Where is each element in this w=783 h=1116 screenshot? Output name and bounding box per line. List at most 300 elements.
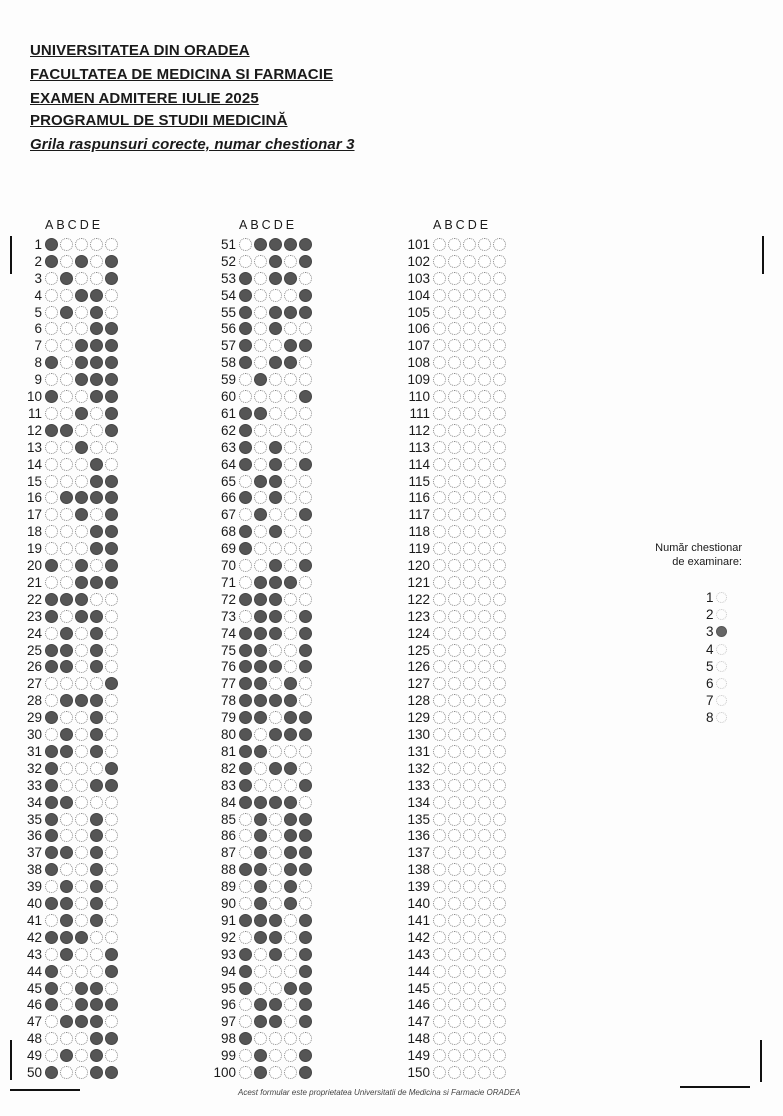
answer-bubble-e[interactable] [105, 508, 118, 521]
answer-bubble-a[interactable] [239, 306, 252, 319]
answer-bubble-b[interactable] [448, 796, 461, 809]
answer-bubble-b[interactable] [60, 238, 73, 251]
answer-bubble-d[interactable] [478, 627, 491, 640]
answer-bubble-b[interactable] [60, 491, 73, 504]
answer-bubble-d[interactable] [478, 407, 491, 420]
answer-bubble-e[interactable] [493, 593, 506, 606]
answer-bubble-c[interactable] [75, 356, 88, 369]
answer-bubble-e[interactable] [299, 813, 312, 826]
answer-bubble-d[interactable] [90, 982, 103, 995]
answer-bubble-c[interactable] [463, 272, 476, 285]
answer-bubble-c[interactable] [269, 998, 282, 1011]
answer-bubble-d[interactable] [478, 424, 491, 437]
answer-bubble-e[interactable] [493, 762, 506, 775]
answer-bubble-a[interactable] [45, 390, 58, 403]
answer-bubble-c[interactable] [75, 390, 88, 403]
answer-bubble-b[interactable] [60, 339, 73, 352]
answer-bubble-c[interactable] [75, 576, 88, 589]
answer-bubble-e[interactable] [105, 306, 118, 319]
answer-bubble-e[interactable] [493, 559, 506, 572]
answer-bubble-b[interactable] [254, 407, 267, 420]
answer-bubble-c[interactable] [269, 982, 282, 995]
answer-bubble-c[interactable] [463, 289, 476, 302]
answer-bubble-a[interactable] [433, 576, 446, 589]
answer-bubble-d[interactable] [478, 475, 491, 488]
answer-bubble-d[interactable] [478, 491, 491, 504]
answer-bubble-d[interactable] [478, 593, 491, 606]
answer-bubble-e[interactable] [493, 475, 506, 488]
answer-bubble-c[interactable] [463, 238, 476, 251]
answer-bubble-b[interactable] [60, 458, 73, 471]
answer-bubble-c[interactable] [75, 525, 88, 538]
answer-bubble-c[interactable] [75, 897, 88, 910]
answer-bubble-d[interactable] [284, 897, 297, 910]
answer-bubble-a[interactable] [433, 694, 446, 707]
answer-bubble-b[interactable] [60, 745, 73, 758]
answer-bubble-d[interactable] [284, 373, 297, 386]
answer-bubble-e[interactable] [299, 238, 312, 251]
answer-bubble-a[interactable] [433, 441, 446, 454]
answer-bubble-e[interactable] [299, 627, 312, 640]
answer-bubble-b[interactable] [448, 272, 461, 285]
answer-bubble-c[interactable] [269, 289, 282, 302]
answer-bubble-a[interactable] [45, 1066, 58, 1079]
answer-bubble-b[interactable] [448, 542, 461, 555]
answer-bubble-a[interactable] [45, 982, 58, 995]
answer-bubble-a[interactable] [433, 1032, 446, 1045]
answer-bubble-e[interactable] [493, 677, 506, 690]
answer-bubble-d[interactable] [478, 813, 491, 826]
answer-bubble-e[interactable] [493, 846, 506, 859]
answer-bubble-e[interactable] [299, 407, 312, 420]
answer-bubble-a[interactable] [433, 1049, 446, 1062]
answer-bubble-b[interactable] [448, 407, 461, 420]
answer-bubble-d[interactable] [90, 897, 103, 910]
answer-bubble-e[interactable] [493, 813, 506, 826]
answer-bubble-c[interactable] [463, 576, 476, 589]
answer-bubble-a[interactable] [45, 610, 58, 623]
answer-bubble-d[interactable] [478, 965, 491, 978]
answer-bubble-a[interactable] [239, 289, 252, 302]
answer-bubble-e[interactable] [299, 475, 312, 488]
answer-bubble-d[interactable] [478, 711, 491, 724]
answer-bubble-b[interactable] [254, 542, 267, 555]
answer-bubble-a[interactable] [433, 373, 446, 386]
answer-bubble-a[interactable] [239, 441, 252, 454]
answer-bubble-e[interactable] [105, 762, 118, 775]
answer-bubble-a[interactable] [433, 846, 446, 859]
answer-bubble-a[interactable] [45, 660, 58, 673]
answer-bubble-e[interactable] [493, 491, 506, 504]
answer-bubble-d[interactable] [478, 458, 491, 471]
answer-bubble-c[interactable] [269, 356, 282, 369]
answer-bubble-d[interactable] [90, 559, 103, 572]
answer-bubble-b[interactable] [60, 508, 73, 521]
answer-bubble-d[interactable] [90, 829, 103, 842]
answer-bubble-e[interactable] [493, 508, 506, 521]
answer-bubble-e[interactable] [299, 491, 312, 504]
questionnaire-bubble[interactable] [716, 695, 727, 706]
answer-bubble-b[interactable] [448, 1032, 461, 1045]
answer-bubble-b[interactable] [254, 373, 267, 386]
answer-bubble-b[interactable] [448, 998, 461, 1011]
answer-bubble-b[interactable] [254, 525, 267, 538]
answer-bubble-c[interactable] [75, 1049, 88, 1062]
answer-bubble-e[interactable] [493, 306, 506, 319]
answer-bubble-c[interactable] [463, 931, 476, 944]
answer-bubble-d[interactable] [478, 779, 491, 792]
answer-bubble-c[interactable] [269, 576, 282, 589]
answer-bubble-e[interactable] [105, 728, 118, 741]
answer-bubble-b[interactable] [60, 998, 73, 1011]
answer-bubble-b[interactable] [448, 238, 461, 251]
answer-bubble-e[interactable] [105, 745, 118, 758]
answer-bubble-a[interactable] [239, 796, 252, 809]
answer-bubble-a[interactable] [239, 846, 252, 859]
answer-bubble-e[interactable] [105, 272, 118, 285]
answer-bubble-e[interactable] [493, 880, 506, 893]
answer-bubble-d[interactable] [478, 880, 491, 893]
answer-bubble-a[interactable] [45, 745, 58, 758]
answer-bubble-e[interactable] [299, 982, 312, 995]
answer-bubble-d[interactable] [90, 914, 103, 927]
answer-bubble-c[interactable] [75, 1015, 88, 1028]
answer-bubble-e[interactable] [299, 931, 312, 944]
answer-bubble-c[interactable] [269, 407, 282, 420]
answer-bubble-c[interactable] [75, 322, 88, 335]
answer-bubble-a[interactable] [239, 424, 252, 437]
answer-bubble-e[interactable] [493, 914, 506, 927]
answer-bubble-d[interactable] [478, 897, 491, 910]
answer-bubble-d[interactable] [90, 677, 103, 690]
answer-bubble-b[interactable] [448, 948, 461, 961]
answer-bubble-e[interactable] [299, 289, 312, 302]
answer-bubble-c[interactable] [269, 728, 282, 741]
answer-bubble-b[interactable] [254, 441, 267, 454]
answer-bubble-a[interactable] [433, 289, 446, 302]
answer-bubble-a[interactable] [433, 779, 446, 792]
answer-bubble-d[interactable] [284, 610, 297, 623]
answer-bubble-a[interactable] [45, 948, 58, 961]
answer-bubble-e[interactable] [105, 813, 118, 826]
answer-bubble-a[interactable] [239, 779, 252, 792]
answer-bubble-d[interactable] [478, 525, 491, 538]
answer-bubble-c[interactable] [75, 407, 88, 420]
answer-bubble-a[interactable] [433, 458, 446, 471]
answer-bubble-b[interactable] [254, 711, 267, 724]
answer-bubble-d[interactable] [90, 1015, 103, 1028]
answer-bubble-c[interactable] [75, 796, 88, 809]
answer-bubble-a[interactable] [433, 762, 446, 775]
answer-bubble-a[interactable] [433, 829, 446, 842]
answer-bubble-d[interactable] [478, 863, 491, 876]
answer-bubble-d[interactable] [90, 813, 103, 826]
answer-bubble-a[interactable] [239, 373, 252, 386]
answer-bubble-d[interactable] [284, 813, 297, 826]
answer-bubble-c[interactable] [463, 982, 476, 995]
answer-bubble-d[interactable] [90, 322, 103, 335]
answer-bubble-d[interactable] [284, 982, 297, 995]
answer-bubble-d[interactable] [90, 1066, 103, 1079]
answer-bubble-c[interactable] [463, 491, 476, 504]
answer-bubble-b[interactable] [60, 677, 73, 690]
answer-bubble-e[interactable] [105, 255, 118, 268]
answer-bubble-d[interactable] [478, 289, 491, 302]
answer-bubble-a[interactable] [239, 272, 252, 285]
answer-bubble-d[interactable] [478, 931, 491, 944]
answer-bubble-d[interactable] [284, 1032, 297, 1045]
answer-bubble-b[interactable] [254, 914, 267, 927]
answer-bubble-b[interactable] [60, 880, 73, 893]
answer-bubble-a[interactable] [433, 610, 446, 623]
answer-bubble-c[interactable] [75, 289, 88, 302]
answer-bubble-c[interactable] [75, 491, 88, 504]
answer-bubble-a[interactable] [45, 779, 58, 792]
answer-bubble-a[interactable] [45, 965, 58, 978]
answer-bubble-b[interactable] [448, 728, 461, 741]
answer-bubble-d[interactable] [478, 796, 491, 809]
answer-bubble-a[interactable] [239, 897, 252, 910]
answer-bubble-a[interactable] [433, 1015, 446, 1028]
answer-bubble-a[interactable] [45, 728, 58, 741]
answer-bubble-d[interactable] [478, 306, 491, 319]
answer-bubble-d[interactable] [90, 610, 103, 623]
answer-bubble-c[interactable] [463, 998, 476, 1011]
answer-bubble-d[interactable] [478, 255, 491, 268]
answer-bubble-b[interactable] [254, 846, 267, 859]
answer-bubble-c[interactable] [269, 627, 282, 640]
answer-bubble-d[interactable] [90, 1049, 103, 1062]
answer-bubble-a[interactable] [433, 1066, 446, 1079]
answer-bubble-e[interactable] [105, 948, 118, 961]
questionnaire-bubble[interactable] [716, 592, 727, 603]
answer-bubble-c[interactable] [463, 762, 476, 775]
answer-bubble-b[interactable] [254, 677, 267, 690]
answer-bubble-e[interactable] [299, 525, 312, 538]
answer-bubble-d[interactable] [478, 610, 491, 623]
answer-bubble-b[interactable] [254, 982, 267, 995]
answer-bubble-e[interactable] [105, 1049, 118, 1062]
answer-bubble-d[interactable] [284, 390, 297, 403]
answer-bubble-a[interactable] [433, 356, 446, 369]
answer-bubble-c[interactable] [269, 610, 282, 623]
answer-bubble-a[interactable] [239, 238, 252, 251]
answer-bubble-d[interactable] [284, 931, 297, 944]
answer-bubble-d[interactable] [90, 289, 103, 302]
answer-bubble-c[interactable] [269, 255, 282, 268]
answer-bubble-b[interactable] [60, 306, 73, 319]
answer-bubble-a[interactable] [433, 542, 446, 555]
answer-bubble-c[interactable] [269, 745, 282, 758]
answer-bubble-b[interactable] [254, 593, 267, 606]
answer-bubble-c[interactable] [463, 694, 476, 707]
answer-bubble-e[interactable] [105, 1015, 118, 1028]
answer-bubble-a[interactable] [239, 542, 252, 555]
answer-bubble-b[interactable] [448, 289, 461, 302]
answer-bubble-b[interactable] [60, 407, 73, 420]
answer-bubble-e[interactable] [105, 289, 118, 302]
answer-bubble-e[interactable] [105, 576, 118, 589]
answer-bubble-b[interactable] [448, 306, 461, 319]
answer-bubble-d[interactable] [90, 542, 103, 555]
answer-bubble-a[interactable] [433, 390, 446, 403]
answer-bubble-d[interactable] [478, 677, 491, 690]
answer-bubble-c[interactable] [269, 1015, 282, 1028]
answer-bubble-c[interactable] [463, 829, 476, 842]
answer-bubble-d[interactable] [478, 728, 491, 741]
answer-bubble-a[interactable] [239, 813, 252, 826]
answer-bubble-a[interactable] [433, 914, 446, 927]
answer-bubble-e[interactable] [493, 289, 506, 302]
answer-bubble-a[interactable] [45, 880, 58, 893]
answer-bubble-c[interactable] [269, 373, 282, 386]
answer-bubble-d[interactable] [284, 1015, 297, 1028]
answer-bubble-b[interactable] [254, 306, 267, 319]
answer-bubble-b[interactable] [448, 525, 461, 538]
answer-bubble-e[interactable] [299, 863, 312, 876]
answer-bubble-a[interactable] [433, 272, 446, 285]
answer-bubble-c[interactable] [463, 458, 476, 471]
answer-bubble-c[interactable] [75, 424, 88, 437]
answer-bubble-b[interactable] [60, 694, 73, 707]
answer-bubble-a[interactable] [45, 796, 58, 809]
answer-bubble-e[interactable] [299, 948, 312, 961]
answer-bubble-c[interactable] [75, 762, 88, 775]
answer-bubble-b[interactable] [60, 762, 73, 775]
answer-bubble-e[interactable] [493, 829, 506, 842]
answer-bubble-e[interactable] [493, 931, 506, 944]
answer-bubble-d[interactable] [284, 339, 297, 352]
answer-bubble-a[interactable] [239, 610, 252, 623]
answer-bubble-e[interactable] [299, 897, 312, 910]
answer-bubble-c[interactable] [269, 441, 282, 454]
answer-bubble-c[interactable] [75, 931, 88, 944]
answer-bubble-c[interactable] [75, 728, 88, 741]
answer-bubble-a[interactable] [433, 813, 446, 826]
answer-bubble-a[interactable] [239, 508, 252, 521]
answer-bubble-d[interactable] [90, 491, 103, 504]
answer-bubble-a[interactable] [433, 508, 446, 521]
answer-bubble-b[interactable] [60, 779, 73, 792]
answer-bubble-c[interactable] [463, 796, 476, 809]
answer-bubble-d[interactable] [284, 458, 297, 471]
answer-bubble-d[interactable] [478, 576, 491, 589]
answer-bubble-e[interactable] [299, 711, 312, 724]
answer-bubble-d[interactable] [284, 475, 297, 488]
answer-bubble-a[interactable] [239, 711, 252, 724]
answer-bubble-a[interactable] [433, 627, 446, 640]
answer-bubble-e[interactable] [493, 627, 506, 640]
answer-bubble-a[interactable] [45, 289, 58, 302]
answer-bubble-b[interactable] [60, 813, 73, 826]
answer-bubble-a[interactable] [45, 914, 58, 927]
answer-bubble-c[interactable] [75, 373, 88, 386]
answer-bubble-e[interactable] [105, 424, 118, 437]
answer-bubble-c[interactable] [75, 880, 88, 893]
answer-bubble-e[interactable] [493, 373, 506, 386]
answer-bubble-a[interactable] [45, 441, 58, 454]
answer-bubble-d[interactable] [90, 745, 103, 758]
answer-bubble-b[interactable] [448, 965, 461, 978]
answer-bubble-d[interactable] [90, 407, 103, 420]
answer-bubble-c[interactable] [269, 694, 282, 707]
answer-bubble-e[interactable] [299, 880, 312, 893]
answer-bubble-c[interactable] [269, 542, 282, 555]
answer-bubble-b[interactable] [60, 846, 73, 859]
answer-bubble-a[interactable] [433, 407, 446, 420]
answer-bubble-c[interactable] [75, 863, 88, 876]
answer-bubble-b[interactable] [448, 711, 461, 724]
answer-bubble-e[interactable] [493, 1066, 506, 1079]
answer-bubble-e[interactable] [493, 863, 506, 876]
answer-bubble-e[interactable] [299, 1032, 312, 1045]
answer-bubble-e[interactable] [493, 796, 506, 809]
answer-bubble-c[interactable] [463, 1032, 476, 1045]
answer-bubble-c[interactable] [75, 458, 88, 471]
questionnaire-bubble[interactable] [716, 644, 727, 655]
answer-bubble-c[interactable] [269, 424, 282, 437]
answer-bubble-b[interactable] [254, 745, 267, 758]
answer-bubble-d[interactable] [284, 491, 297, 504]
answer-bubble-b[interactable] [448, 576, 461, 589]
answer-bubble-e[interactable] [105, 593, 118, 606]
questionnaire-bubble[interactable] [716, 712, 727, 723]
answer-bubble-e[interactable] [105, 1032, 118, 1045]
answer-bubble-d[interactable] [478, 829, 491, 842]
answer-bubble-d[interactable] [90, 255, 103, 268]
answer-bubble-c[interactable] [463, 356, 476, 369]
answer-bubble-c[interactable] [463, 897, 476, 910]
answer-bubble-c[interactable] [269, 508, 282, 521]
answer-bubble-c[interactable] [463, 475, 476, 488]
answer-bubble-b[interactable] [254, 255, 267, 268]
answer-bubble-a[interactable] [45, 931, 58, 944]
answer-bubble-a[interactable] [433, 948, 446, 961]
answer-bubble-d[interactable] [90, 458, 103, 471]
answer-bubble-c[interactable] [75, 508, 88, 521]
answer-bubble-b[interactable] [60, 863, 73, 876]
answer-bubble-b[interactable] [254, 1032, 267, 1045]
answer-bubble-e[interactable] [299, 559, 312, 572]
answer-bubble-c[interactable] [463, 965, 476, 978]
answer-bubble-a[interactable] [45, 458, 58, 471]
answer-bubble-d[interactable] [478, 1066, 491, 1079]
answer-bubble-b[interactable] [254, 559, 267, 572]
answer-bubble-b[interactable] [60, 322, 73, 335]
answer-bubble-d[interactable] [284, 796, 297, 809]
answer-bubble-a[interactable] [239, 829, 252, 842]
answer-bubble-e[interactable] [105, 390, 118, 403]
answer-bubble-e[interactable] [299, 356, 312, 369]
answer-bubble-d[interactable] [90, 644, 103, 657]
answer-bubble-e[interactable] [299, 593, 312, 606]
answer-bubble-c[interactable] [269, 322, 282, 335]
answer-bubble-b[interactable] [448, 441, 461, 454]
answer-bubble-b[interactable] [448, 694, 461, 707]
answer-bubble-c[interactable] [463, 914, 476, 927]
answer-bubble-e[interactable] [493, 948, 506, 961]
answer-bubble-b[interactable] [60, 829, 73, 842]
answer-bubble-c[interactable] [75, 745, 88, 758]
answer-bubble-a[interactable] [239, 914, 252, 927]
answer-bubble-b[interactable] [254, 948, 267, 961]
answer-bubble-d[interactable] [478, 441, 491, 454]
answer-bubble-a[interactable] [433, 339, 446, 352]
answer-bubble-e[interactable] [105, 407, 118, 420]
answer-bubble-a[interactable] [433, 880, 446, 893]
answer-bubble-e[interactable] [105, 475, 118, 488]
answer-bubble-c[interactable] [75, 779, 88, 792]
